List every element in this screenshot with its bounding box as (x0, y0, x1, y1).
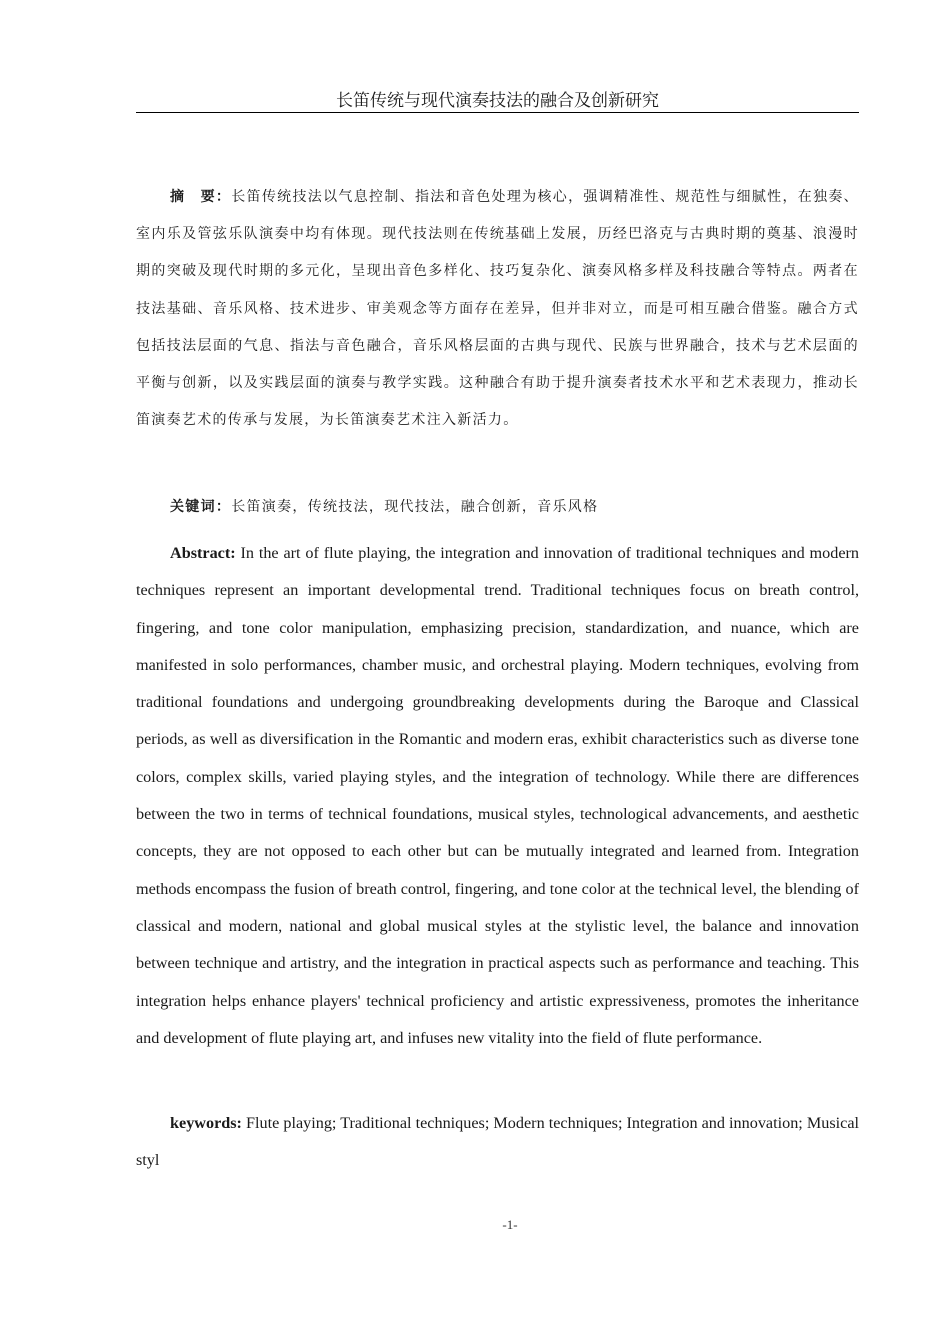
keywords-en-paragraph (136, 1105, 859, 1180)
keywords-zh-text: 长笛演奏，传统技法，现代技法，融合创新，音乐风格 (231, 499, 599, 515)
abstract-zh-paragraph (136, 179, 859, 439)
abstract-en-text: In the art of flute playing, the integration and innovation of traditional techniques and modern techniques represent an important developmental trend. Traditional techniques focus on breath control, fingering, and tone color manipulation, emphasizing precision, standardization, and nuance, which are manifested in solo performances, chamber music, and orchestral playing. Modern techniques, evolving from traditional foundations and undergoing groundbreaking developments during the Baroque and Classical periods, as well as diversification in the Romantic and modern eras, exhibit characteristics such as diverse tone colors, complex skills, varied playing styles, and the integration of technology. While there are differences between the two in terms of technical foundations, musical styles, technological advancements, and aesthetic concepts, they are not opposed to each other but can be mutually integrated and learned from. Integration methods encompass the fusion of breath control, fingering, and tone color at the technical level, the blending of classical and modern, national and global musical styles at the stylistic level, the balance and innovation between technique and artistry, and the integration in practical aspects such as performance and teaching. This integration helps enhance players' technical proficiency and artistic expressiveness, promotes the inheritance and development of flute playing art, and infuses new vitality into the field of flute performance. (136, 544, 860, 1047)
abstract-zh-label: 摘 要： (170, 189, 232, 205)
abstract-en-paragraph (136, 535, 859, 1057)
running-header: 长笛传统与现代演奏技法的融合及创新研究 (136, 90, 859, 113)
abstract-zh-text: 长笛传统技法以气息控制、指法和音色处理为核心，强调精准性、规范性与细腻性，在独奏、室内乐及管弦乐队演奏中均有体现。现代技法则在传统基础上发展，历经巴洛克与古典时期的奠基、浪漫时期的突破及现代时期的多元化，呈现出音色多样化、技巧复杂化、演奏风格多样及科技融合等特点。两者在技法基础、音乐风格、技术进步、审美观念等方面存在差异，但并非对立，而是可相互融合借鉴。融合方式包括技法层面的气息、指法与音色融合，音乐风格层面的古典与现代、民族与世界融合，技术与艺术层面的平衡与创新，以及实践层面的演奏与教学实践。这种融合有助于提升演奏者技术水平和艺术表现力，推动长笛演奏艺术的传承与发展，为长笛演奏艺术注入新活力。 (136, 189, 859, 429)
abstract-en-label: Abstract: (170, 544, 236, 562)
keywords-en-label: keywords: (170, 1114, 242, 1132)
page-number: -1- (502, 1217, 518, 1232)
keywords-en-text: Flute playing; Traditional techniques; Modern techniques; Integration and innovation; Musical styl (136, 1114, 860, 1170)
keywords-zh-paragraph (136, 489, 859, 526)
keywords-zh-label: 关键词： (170, 499, 232, 515)
